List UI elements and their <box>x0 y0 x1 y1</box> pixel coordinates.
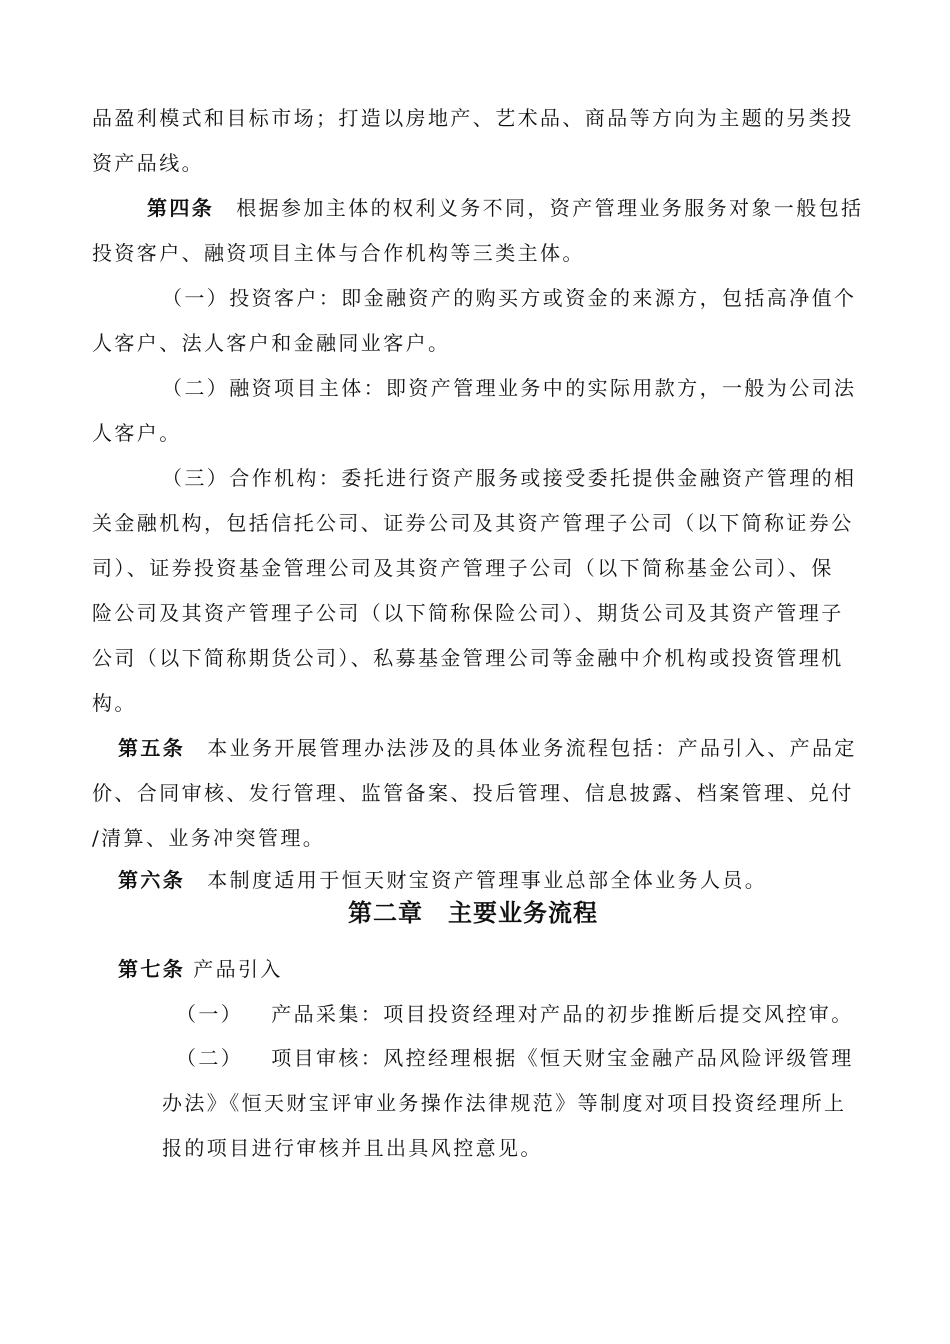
article-7-item-2-number: （二） <box>176 1046 244 1070</box>
article-4-item-2-line-1: （二）融资项目主体：即资产管理业务中的实际用款方，一般为公司法 <box>162 376 857 400</box>
article-4-text-1: 根据参加主体的权利义务不同，资产管理业务服务对象一般包括 <box>236 196 864 220</box>
chapter-2-title: 第二章 主要业务流程 <box>348 899 598 927</box>
article-7-label: 第七条 <box>118 957 186 981</box>
article-4-item-3-line-1: （三）合作机构：委托进行资产服务或接受委托提供金融资产管理的相 <box>162 466 857 490</box>
article-7-text: 产品引入 <box>193 957 283 981</box>
article-5-line-3: /清算、业务冲突管理。 <box>92 826 326 850</box>
article-5-label: 第五条 <box>118 736 186 760</box>
article-4-label: 第四条 <box>147 196 215 220</box>
article-5-line-2: 价、合同审核、发行管理、监管备案、投后管理、信息披露、档案管理、兑付 <box>92 781 854 805</box>
article-7-item-1-number: （一） <box>176 1002 244 1026</box>
article-7-item-1-text: 产品采集：项目投资经理对产品的初步推断后提交风控审。 <box>271 1002 854 1026</box>
para-cont-line-1: 品盈利模式和目标市场；打造以房地产、艺术品、商品等方向为主题的另类投 <box>92 106 854 130</box>
article-5-line-1 <box>118 734 857 762</box>
article-7-item-2-line-2: 办法》《恒天财宝评审业务操作法律规范》等制度对项目投资经理所上 <box>162 1091 847 1115</box>
article-4-item-3-line-3: 司）、证券投资基金管理公司及其资产管理子公司（以下简称基金公司）、保 <box>92 556 834 580</box>
article-4-line-2: 投资客户、融资项目主体与合作机构等三类主体。 <box>92 241 585 265</box>
article-7-item-2-line-1 <box>176 1044 854 1072</box>
article-4-item-3-line-6: 构。 <box>92 691 137 715</box>
article-6-label: 第六条 <box>118 868 186 892</box>
para-cont-line-2: 资产品线。 <box>92 151 204 175</box>
article-7-item-2-line-3: 报的项目进行审核并且出具风控意见。 <box>162 1136 543 1160</box>
article-4-item-3-line-5: 公司（以下简称期货公司）、私募基金管理公司等金融中介机构或投资管理机 <box>92 646 844 670</box>
article-7-item-2-text-1: 项目审核：风控经理根据《恒天财宝金融产品风险评级管理 <box>271 1046 854 1070</box>
article-4-item-3-line-2: 关金融机构，包括信托公司、证券公司及其资产管理子公司（以下简称证券公 <box>92 511 854 535</box>
article-4-item-2-line-2: 人客户。 <box>92 421 182 445</box>
article-7-item-1-line-1 <box>176 1000 854 1028</box>
article-4-line-1 <box>147 194 863 222</box>
article-6-text: 本制度适用于恒天财宝资产管理事业总部全体业务人员。 <box>207 868 768 892</box>
article-5-text-1: 本业务开展管理办法涉及的具体业务流程包括：产品引入、产品定 <box>207 736 857 760</box>
article-4-item-3-line-4: 险公司及其资产管理子公司（以下简称保险公司）、期货公司及其资产管理子 <box>92 601 844 625</box>
article-4-item-1-line-2: 人客户、法人客户和金融同业客户。 <box>92 331 451 355</box>
article-7-line <box>118 955 283 983</box>
article-4-item-1-line-1: （一）投资客户：即金融资产的购买方或资金的来源方，包括高净值个 <box>162 286 857 310</box>
article-6-line <box>118 866 767 894</box>
